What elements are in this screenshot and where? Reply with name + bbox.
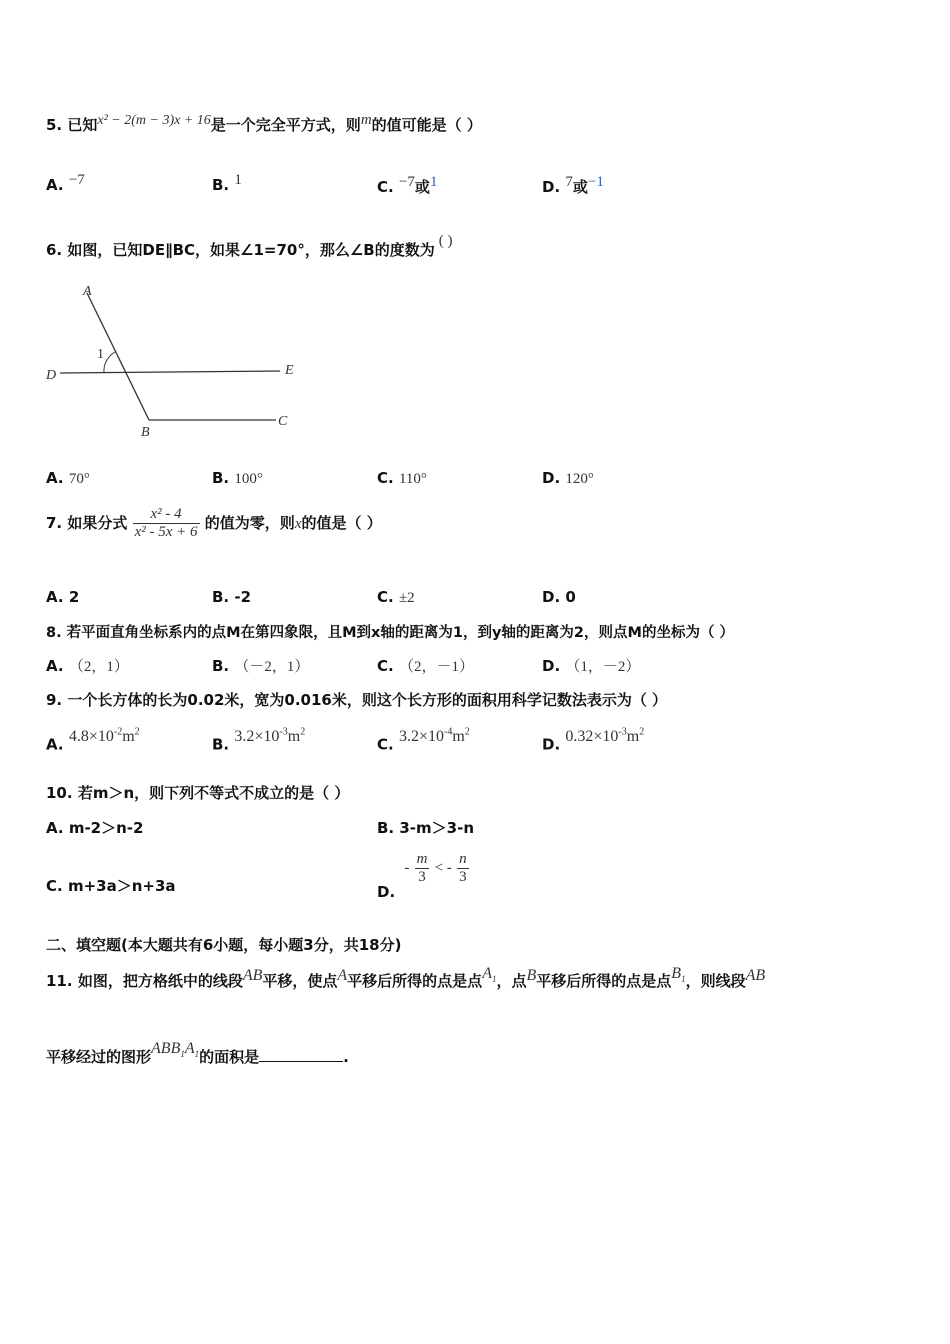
q7-option-d[interactable]: D. 0 xyxy=(542,588,576,606)
q7-option-c[interactable]: C. ±2 xyxy=(377,588,415,606)
label-a: A xyxy=(83,284,92,299)
label-angle-1: 1 xyxy=(97,347,104,362)
q5-expression: x² − 2(m − 3)x + 16 xyxy=(97,113,211,128)
line-de xyxy=(60,371,280,373)
angle-1-arc xyxy=(104,352,115,373)
label-c: C xyxy=(278,414,288,429)
q9-option-d[interactable]: D. $0.32\times 10^{-3}m^2$ xyxy=(542,727,645,754)
q9-option-a[interactable]: A. $4.8\times 10^{-2}m^2$ xyxy=(46,727,140,754)
q11-stem-line2: 平移经过的图形$ABB_1A_1$的面积是 . xyxy=(46,1040,349,1066)
section-2-title: 二、填空题(本大题共有6小题，每小题3分，共18分) xyxy=(46,936,402,954)
q5-stem: 5. 已知x² − 2(m − 3)x + 16是一个完全平方式，则m的值可能是（ ） xyxy=(46,112,482,134)
q6-option-a[interactable]: A. 70° xyxy=(46,469,90,487)
q5-option-a[interactable]: A. −7 xyxy=(46,172,85,194)
q5-option-d[interactable]: D. 7或−1 xyxy=(542,174,604,196)
q5-option-b[interactable]: B. 1 xyxy=(212,172,242,194)
q10-d-fraction-n: $\frac{n}{3}$ xyxy=(459,851,467,885)
q8-stem: 8. 若平面直角坐标系内的点M在第四象限，且M到x轴的距离为1，到y轴的距离为2，则点M的坐标为（ ） xyxy=(46,625,734,641)
q10-option-a[interactable]: A. m-2＞n-2 xyxy=(46,819,144,837)
q8-option-b[interactable]: B. （－2，1） xyxy=(212,657,310,675)
q11-stem-line1: 11. 如图，把方格纸中的线段AB平移，使点A平移后所得的点是点$A_1$，点B平移后所得的点是点$B_1$，则线段AB xyxy=(46,965,766,990)
label-b: B xyxy=(141,425,150,440)
q8-option-c[interactable]: C. （2，－1） xyxy=(377,657,474,675)
q6-option-b[interactable]: B. 100° xyxy=(212,469,263,487)
q10-stem: 10. 若m＞n，则下列不等式不成立的是（ ） xyxy=(46,784,350,802)
q10-d-fraction-m: $\frac{m}{3}$ xyxy=(416,851,428,885)
q10-option-c[interactable]: C. m+3a＞n+3a xyxy=(46,877,176,895)
q7-stem: 7. 如果分式 $\frac{\text{x² - 4}}{\text{x² - 5x + 6}}$ 的值为零，则x的值是（ ） xyxy=(46,506,382,540)
q7-fraction: $\frac{\text{x² - 4}}{\text{x² - 5x + 6}}$ xyxy=(134,506,198,540)
q6-option-c[interactable]: C. 110° xyxy=(377,469,427,487)
q9-stem: 9. 一个长方体的长为0.02米，宽为0.016米，则这个长方形的面积用科学记数法表示为（ ） xyxy=(46,691,668,709)
q6-stem: 6. 如图，已知DE∥BC，如果∠1=70°，那么∠B的度数为 ( ) xyxy=(46,233,453,259)
q9-option-c[interactable]: C. $3.2\times 10^{-4}m^2$ xyxy=(377,727,470,754)
label-e: E xyxy=(285,363,294,378)
q6-option-d[interactable]: D. 120° xyxy=(542,469,594,487)
q10-option-b[interactable]: B. 3-m＞3-n xyxy=(377,819,475,837)
q7-option-b[interactable]: B. -2 xyxy=(212,588,252,606)
q5-option-c[interactable]: C. −7或1 xyxy=(377,174,438,196)
q8-option-a[interactable]: A. （2，1） xyxy=(46,657,129,675)
q10-option-d[interactable]: D. - $\frac{m}{3}$ < - $\frac{n}{3}$ xyxy=(377,851,467,901)
q6-figure xyxy=(40,278,310,443)
answer-blank[interactable] xyxy=(259,1047,343,1062)
q8-option-d[interactable]: D. （1，－2） xyxy=(542,657,641,675)
q7-option-a[interactable]: A. 2 xyxy=(46,588,80,606)
q9-option-b[interactable]: B. $3.2\times 10^{-3}m^2$ xyxy=(212,727,306,754)
label-d: D xyxy=(46,368,57,383)
